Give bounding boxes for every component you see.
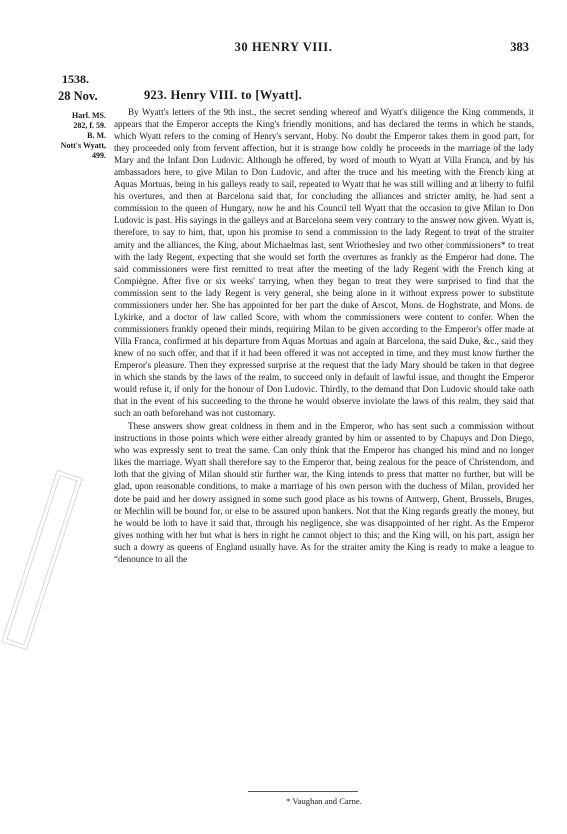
footnote-divider bbox=[248, 791, 358, 792]
running-title: 30 HENRY VIII. bbox=[234, 40, 333, 54]
source-line: 499. bbox=[92, 151, 106, 160]
entry-date: 28 Nov. bbox=[58, 89, 98, 103]
running-head bbox=[0, 40, 567, 60]
source-line: B. M. bbox=[87, 131, 106, 140]
body-paragraph: These answers show great coldness in them and in the Emperor, who has sent such a commission without instructions in those points which were either already granted by him or assented to by Chapuys and Don Diego, who was expressly sent to treat the same. Can only think that the Emperor has changed his mind and no longer likes the marriage. Wyatt shall therefore say to the Emperor that, being zealous for the peace of Christendom, and loth that the giving of Milan should stir further war, the King intends to press that matter no further, but will be glad, upon reasonable conditions, to make a marriage of his own person with the duchess of Milan, provided her dote be paid and her dowry assigned in some such good place as his towns of Antwerp, Ghent, Brussels, Bruges, or Mechlin will be bound for, or else to be assured upon bankers. Not that the King regards greatly the money, but he would be loth to have it said that, through his negligence, she was disappointed of her right. As the Emperor gives nothing with her but what is hers in right he cannot object to this; and the King will, on his part, assign her such a dowry as queens of England usually have. As for the straiter amity the King is ready to make a league to “denounce to all the bbox=[114, 421, 534, 564]
page-number: 383 bbox=[510, 40, 529, 54]
source-line: 282, f. 59. bbox=[73, 121, 106, 130]
entry-year: 1538. bbox=[62, 72, 89, 86]
source-line: Nott's Wyatt, bbox=[60, 141, 106, 150]
entry-heading: 923. Henry VIII. to [Wyatt]. bbox=[144, 88, 303, 102]
body-paragraph: By Wyatt's letters of the 9th inst., the secret sending whereof and Wyatt's diligence the King commends, it appears that the Emperor accepts the King's friendly monitions, and has declared the terms in which he stands, which Wyatt refers to the coming of Henry's servant, Hoby. No doubt the Emperor takes them in good part, for they proceeded only from fervent affection, but it is strange how coldly he proceeds in the marriage of the lady Mary and the Infant Don Ludovic. Although he offered, by word of mouth to Wyatt at Villa Franca, and by his ambassadors here, to give Milan to Don Ludovic, and after the truce and his meeting with the French king at Aquas Mortuas, being in his galleys ready to sail, repeated to Wyatt that he was still willing and at liberty to fulfil his overtures, and then at Barcelona said that, for concluding the alliances and stricter amity, he had sent a commission to the queen of Hungary, now he and his Council tell Wyatt that the occasion to give Milan to Don Ludovic is past. His sayings in the galleys and at Barcelona seem very contrary to the answer now given. Wyatt is, therefore, to say to him, that, upon his promise to send a commission to the lady Regent to treat of the straiter amity and the alliances, the King, about Michaelmas last, sent Wriothesley and two other commissioners* to treat with the lady Regent, expecting that she would set forth the overtures as frankly as the Emperor had done. The said commissioners were first remitted to treat after the meeting of the lady Regent with the French king at Compiègne. After five or six weeks' tarrying, when they began to treat they were surprised to find that the commission sent to the lady Regent is very general, she being alone in it without express power to substitute commissioners under her. She has appointed for her part the duke of Arscot, Mons. de Hoghstrate, and Mons. de Lykirke, and a doctor of law called Score, with whom the commissioners were content to confer. When the commissioners frankly opened their minds, requiring Milan to be given according to the Emperor's offer made at Villa Franca, confirmed at his departure from Aquas Mortuas and again at Barcelona, the said Duke, &c., said they knew of no such offer, and that if it had been offered it was not accepted in time, and they must know further the Emperor's pleasure. Then they expressed surprise at the request that the lady Mary should be taken in that degree in which she stands by the laws of the realm, to succeed only in default of lawful issue, and thought the Emperor would refuse it, if only for the honour of Don Ludovic. Thirdly, to the demand that Don Ludovic should take oath that in the event of his succeeding to the throne he would observe inviolate the laws of this realm, they said that such an oath beforehand was not customary. bbox=[114, 107, 534, 419]
source-reference bbox=[50, 111, 106, 161]
letter-body bbox=[114, 106, 534, 565]
footnote: * Vaughan and Carne. bbox=[286, 796, 362, 806]
source-line: Harl. MS. bbox=[72, 111, 106, 120]
